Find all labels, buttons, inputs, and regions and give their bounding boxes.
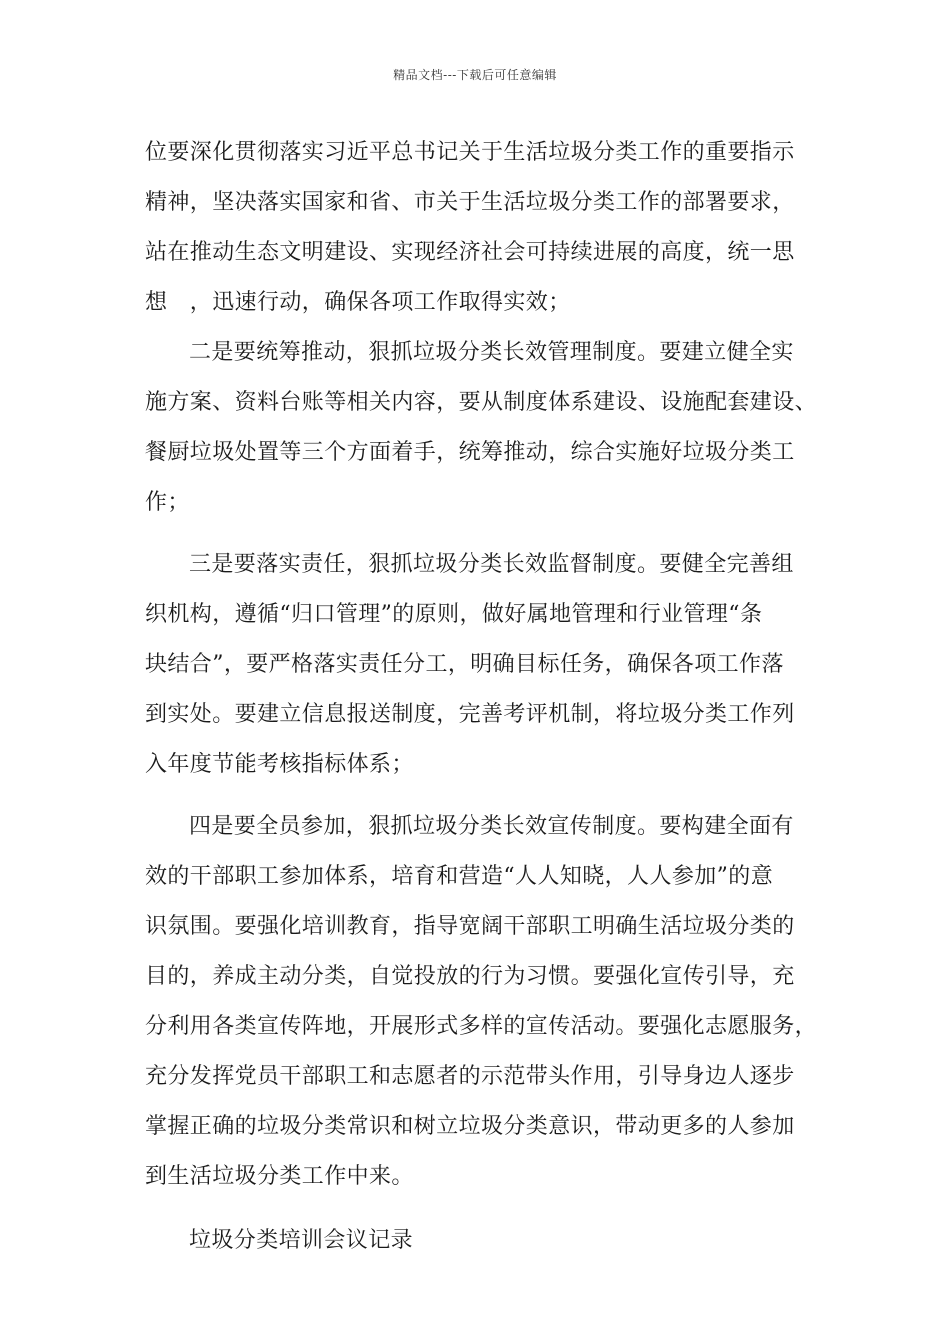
text-line: 充分发挥党员干部职工和志愿者的示范带头作用，引导身边人逐步 [145,1064,795,1089]
text-line: 站在推动生态文明建设、实现经济社会可持续进展的高度，统一思 [145,240,795,265]
paragraph-1 [145,128,835,328]
text-line: 施方案、资料台账等相关内容，要从制度体系建设、设施配套建设、 [145,390,818,415]
text-line: 掌握正确的垃圾分类常识和树立垃圾分类意识，带动更多的人参加 [145,1114,795,1139]
text-line: 到实处。要建立信息报送制度，完善考评机制，将垃圾分类工作列 [145,702,795,727]
text-line: 效的干部职工参加体系，培育和营造“人人知晓，人人参加”的意 [145,864,774,889]
text-line: 想 ，迅速行动，确保各项工作取得实效； [145,290,571,315]
document-body [145,128,835,1266]
text-line: 位要深化贯彻落实习近平总书记关于生活垃圾分类工作的重要指示 [145,140,795,165]
text-line: 织机构，遵循“归口管理”的原则，做好属地管理和行业管理“条 [145,602,763,627]
text-line: 餐厨垃圾处置等三个方面着手，统筹推动，综合实施好垃圾分类工 [145,440,795,465]
text-line: 识氛围。要强化培训教育，指导宽阔干部职工明确生活垃圾分类的 [145,914,795,939]
text-line: 二是要统筹推动，狠抓垃圾分类长效管理制度。要建立健全实 [189,340,794,365]
text-line: 精神，坚决落实国家和省、市关于生活垃圾分类工作的部署要求， [145,190,795,215]
paragraph-3 [145,540,835,790]
text-line: 入年度节能考核指标体系； [145,752,414,777]
text-line: 三是要落实责任，狠抓垃圾分类长效监督制度。要健全完善组 [189,552,794,577]
page-header: 精品文档---下载后可任意编辑 [393,68,557,82]
text-line: 作； [145,490,190,515]
paragraph-4 [145,802,835,1202]
text-line: 块结合”，要严格落实责任分工，明确目标任务，确保各项工作落 [145,652,784,677]
text-line: 到生活垃圾分类工作中来。 [145,1164,414,1189]
text-line: 目的，养成主动分类，自觉投放的行为习惯。要强化宣传引导，充 [145,964,795,989]
text-line: 分利用各类宣传阵地，开展形式多样的宣传活动。要强化志愿服务， [145,1014,818,1039]
text-line: 四是要全员参加，狠抓垃圾分类长效宣传制度。要构建全面有 [189,814,794,839]
paragraph-2 [145,328,835,528]
section-heading: 垃圾分类培训会议记录 [189,1228,414,1253]
